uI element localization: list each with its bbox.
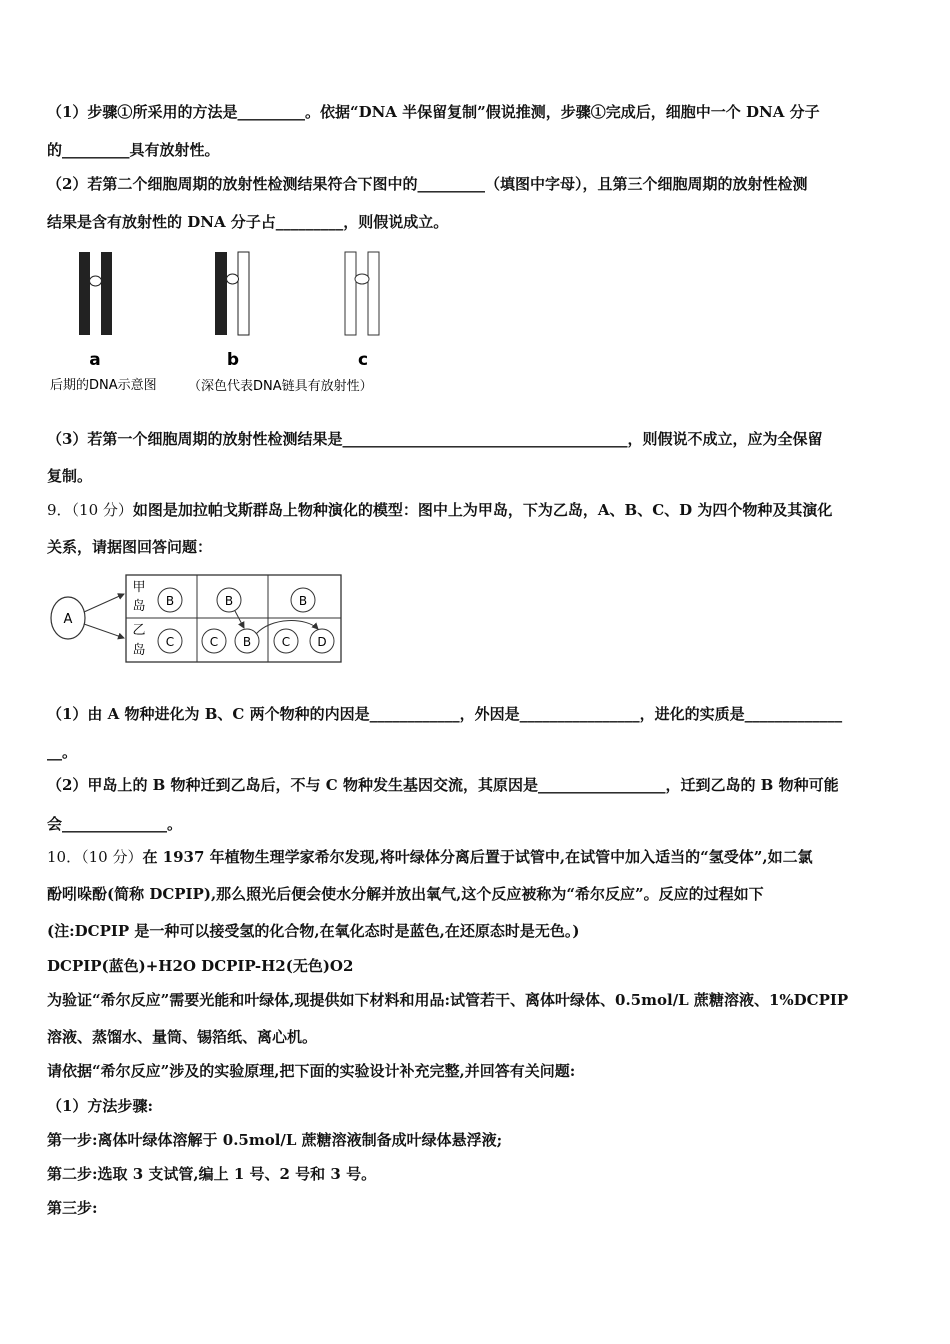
q9-stem-line2: 关系，请据图回答问题： [47,538,213,556]
island-top-char2: 岛 [132,599,146,614]
dna-diagram-a [79,252,112,335]
q8-part3-line2: 复制。 [47,467,93,485]
q10-instruction: 请依据“希尔反应”涉及的实验原理,把下面的实验设计补充完整,并回答有关问题: [47,1062,576,1080]
species-d-1: D [317,635,327,649]
q9-part1-line2: __。 [47,743,78,761]
island-evolution-figure [46,572,346,667]
q10-number: 10．（10 分） [47,848,143,866]
species-b-1: B [165,594,175,608]
q8-part2-line1: （2）若第二个细胞周期的放射性检测结果符合下图中的_________（填图中字母），且第三个细胞周期的放射性检测 [47,175,808,193]
q10-step2: 第二步:选取 3 支试管,编上 1 号、2 号和 3 号。 [47,1165,377,1183]
dna-radioactivity-figure [48,245,408,400]
island-top-char1: 甲 [132,580,146,595]
q9-part2-line2: 会______________。 [47,815,183,833]
q10-method-title: （1）方法步骤: [47,1097,153,1115]
q10-equation: DCPIP(蓝色)+H2O DCPIP-H2(无色)O2 [47,957,354,975]
q10-stem-text: 在 1937 年植物生理学家希尔发现,将叶绿体分离后置于试管中,在试管中加入适当的“氢受体”,如二氯 [142,848,813,866]
species-b-3: B [298,594,308,608]
q8-part1-line2: 的_________具有放射性。 [47,141,220,159]
species-b-2: B [224,594,234,608]
figure-caption-left: 后期的DNA示意图 [50,378,157,393]
q9-part1-line1: （1）由 A 物种进化为 B、C 两个物种的内因是____________，外因是________________，进化的实质是_____________ [47,705,843,723]
species-b-4: B [242,635,252,649]
dna-diagram-b [215,252,249,335]
label-c: c [357,350,369,370]
island-bottom-char1: 乙 [132,623,146,638]
dna-diagram-c [345,252,379,335]
q9-stem-text: 如图是加拉帕戈斯群岛上物种演化的模型：图中上为甲岛，下为乙岛，A、B、C、D 为四个物种及其演化 [132,501,833,519]
q8-part1-line1: （1）步骤①所采用的方法是_________。依据“DNA 半保留复制”假说推测，步骤①完成后，细胞中一个 DNA 分子 [47,103,820,121]
q10-note: (注:DCPIP 是一种可以接受氢的化合物,在氧化态时是蓝色,在还原态时是无色。) [47,922,580,940]
q9-part2-line1: （2）甲岛上的 B 物种迁到乙岛后，不与 C 物种发生基因交流，其原因是_________________，迁到乙岛的 B 物种可能 [47,776,839,794]
label-b: b [226,350,240,370]
species-c-2: C [209,635,219,649]
q9-number: 9．（10 分） [47,501,133,519]
q8-part3-line1: （3）若第一个细胞周期的放射性检测结果是______________________________________，则假说不成立，应为全保留 [47,430,823,448]
species-a-label: A [63,612,73,627]
q9-stem-line1 [47,500,907,520]
label-a: a [89,350,101,370]
island-bottom-char2: 岛 [132,643,146,658]
q10-materials-line1: 为验证“希尔反应”需要光能和叶绿体,现提供如下材料和用品:试管若干、离体叶绿体、0.5mol/L 蔗糖溶液、1%DCPIP [47,991,849,1009]
species-c-3: C [281,635,291,649]
q10-materials-line2: 溶液、蒸馏水、量筒、锡箔纸、离心机。 [47,1028,318,1046]
q8-part2-line2: 结果是含有放射性的 DNA 分子占_________，则假说成立。 [47,213,449,231]
figure-caption-right: （深色代表DNA链具有放射性） [188,379,373,394]
q10-stem-line2: 酚吲哚酚(简称 DCPIP),那么照光后便会使水分解并放出氧气,这个反应被称为“希尔反应”。反应的过程如下 [47,885,764,903]
species-c-1: C [165,635,175,649]
q10-step1: 第一步:离体叶绿体溶解于 0.5mol/L 蔗糖溶液制备成叶绿体悬浮液; [47,1131,503,1149]
q10-step3: 第三步: [47,1199,98,1217]
q10-stem-line1 [47,847,907,867]
